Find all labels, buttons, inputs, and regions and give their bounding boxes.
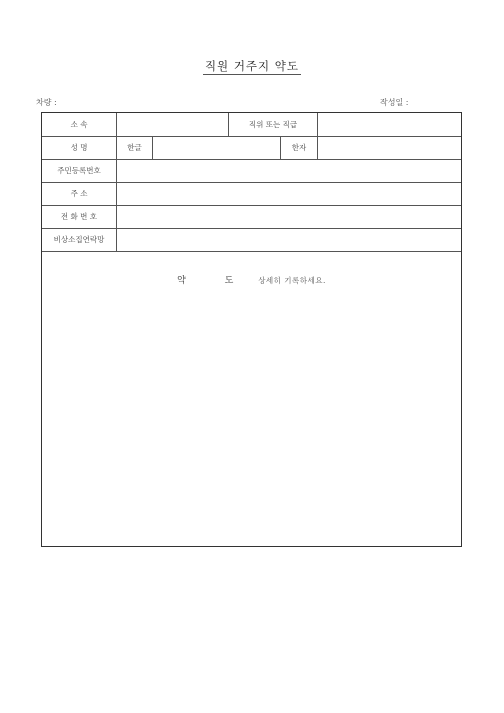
resident-id-label: 주민등록번호 bbox=[42, 159, 117, 182]
address-field[interactable] bbox=[117, 182, 461, 205]
affiliation-label: 소 속 bbox=[42, 113, 117, 136]
map-hint: 상세히 기록하세요. bbox=[258, 276, 326, 285]
emergency-contact-field[interactable] bbox=[117, 228, 461, 251]
emergency-contact-label: 비상소집연락망 bbox=[42, 228, 117, 251]
page-title-text: 직원 거주지 약도 bbox=[204, 59, 300, 73]
form-table bbox=[41, 112, 462, 547]
form-row-affiliation bbox=[42, 113, 461, 137]
map-drawing-area[interactable] bbox=[42, 251, 461, 546]
korean-name-label: 한글 bbox=[117, 136, 153, 159]
form-row-address bbox=[42, 182, 461, 206]
hanja-name-label: 한자 bbox=[281, 136, 318, 159]
date-label: 작성일 : bbox=[380, 98, 409, 107]
address-label: 주 소 bbox=[42, 182, 117, 205]
form-row-emergency bbox=[42, 228, 461, 252]
page-title bbox=[0, 58, 504, 74]
form-row-name bbox=[42, 136, 461, 160]
resident-id-field[interactable] bbox=[117, 159, 461, 182]
map-label: 약 도 bbox=[177, 276, 252, 286]
form-row-phone bbox=[42, 205, 461, 229]
vehicle-label: 차량 : bbox=[36, 98, 57, 107]
position-field[interactable] bbox=[318, 113, 461, 136]
name-label: 성 명 bbox=[42, 136, 117, 159]
phone-label: 전 화 번 호 bbox=[42, 205, 117, 228]
phone-field[interactable] bbox=[117, 205, 461, 228]
korean-name-field[interactable] bbox=[153, 136, 281, 159]
map-header bbox=[42, 273, 461, 286]
position-label: 직위 또는 직급 bbox=[229, 113, 318, 136]
affiliation-field[interactable] bbox=[117, 113, 229, 136]
hanja-name-field[interactable] bbox=[318, 136, 461, 159]
form-row-resident-id bbox=[42, 159, 461, 183]
